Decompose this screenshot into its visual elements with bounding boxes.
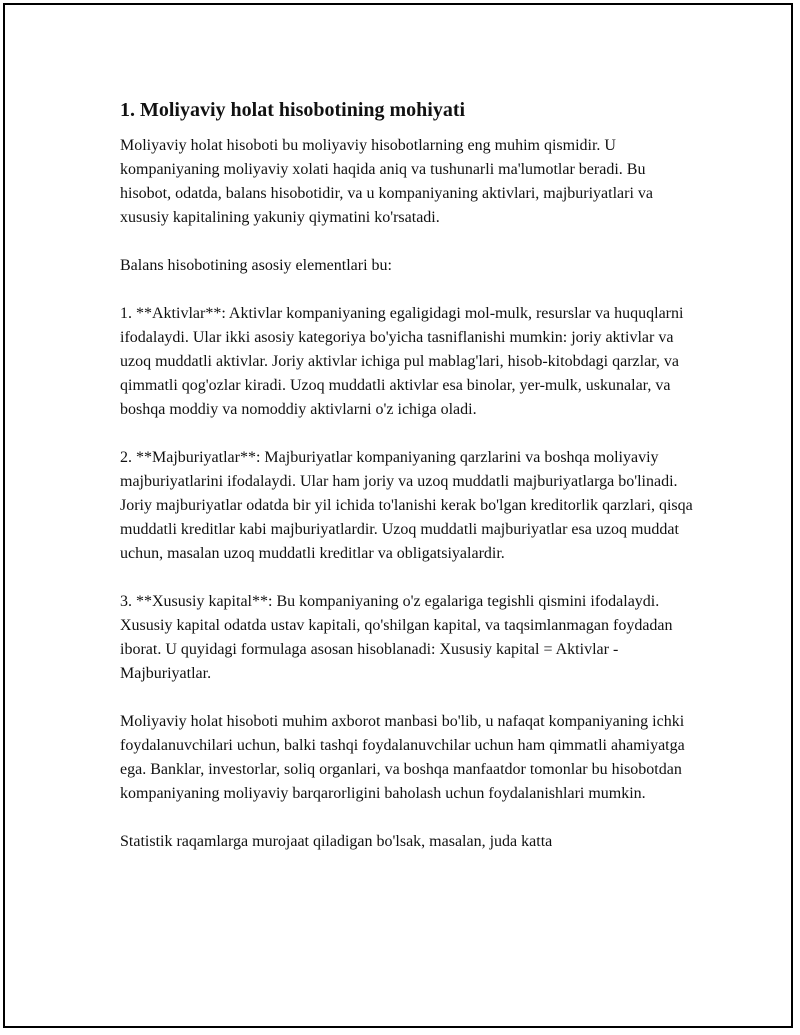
paragraph-intro: Moliyaviy holat hisoboti bu moliyaviy hisobotlarning eng muhim qismidir. U kompaniyaning moliyaviy xolati haqida aniq va tushunarli ma'lumotlar beradi. Bu hisobot, odatda, balans hisobotidir, va u kompaniyaning aktivlari, majburiyatlari va xususiy kapitalining yakuniy qiymatini ko'rsatadi. [120, 137, 654, 226]
paragraph-equity: 3. **Xususiy kapital**: Bu kompaniyaning o'z egalariga tegishli qismini ifodalaydi. Xususiy kapital odatda ustav kapitali, qo'shilgan kapital, va taqsimlanmagan foydadan iborat. U quyidagi formulaga asosan hisoblanadi: Xususiy kapital = Aktivlar - Majburiyatlar. [120, 593, 673, 682]
document-page [3, 3, 793, 1028]
paragraph-statistics: Statistik raqamlarga murojaat qiladigan bo'lsak, masalan, juda katta [120, 833, 553, 850]
paragraph-assets: 1. **Aktivlar**: Aktivlar kompaniyaning egaligidagi mol-mulk, resurslar va huquqlarni ifodalaydi. Ular ikki asosiy kategoriya bo'yicha tasniflanishi mumkin: joriy aktivlar va uzoq muddatli aktivlar. Joriy aktivlar ichiga pul mablag'lari, hisob-kitobdagi qarzlar, va qimmatli qog'ozlar kiradi. Uzoq muddatli aktivlar esa binolar, yer-mulk, uskunalar, va boshqa moddiy va nomoddiy aktivlarni o'z ichiga oladi. [120, 305, 684, 418]
section-heading: 1. Moliyaviy holat hisobotining mohiyati [120, 99, 466, 121]
document-body [120, 96, 700, 878]
paragraph-elements-lead: Balans hisobotining asosiy elementlari bu: [120, 257, 392, 274]
paragraph-liabilities: 2. **Majburiyatlar**: Majburiyatlar kompaniyaning qarzlarini va boshqa moliyaviy majburiyatlarini ifodalaydi. Ular ham joriy va uzoq muddatli majburiyatlarga bo'linadi. Joriy majburiyatlar odatda bir yil ichida to'lanishi kerak bo'lgan kreditorlik qarzlari, qisqa muddatli kreditlar kabi majburiyatlardir. Uzoq muddatli majburiyatlar esa uzoq muddat uchun, masalan uzoq muddatli kreditlar va obligatsiyalardir. [120, 449, 693, 562]
paragraph-users: Moliyaviy holat hisoboti muhim axborot manbasi bo'lib, u nafaqat kompaniyaning ichki foydalanuvchilari uchun, balki tashqi foydalanuvchilar uchun ham qimmatli ahamiyatga ega. Banklar, investorlar, soliq organlari, va boshqa manfaatdor tomonlar bu hisobotdan kompaniyaning moliyaviy barqarorligini baholash uchun foydalanishlari mumkin. [120, 713, 685, 802]
